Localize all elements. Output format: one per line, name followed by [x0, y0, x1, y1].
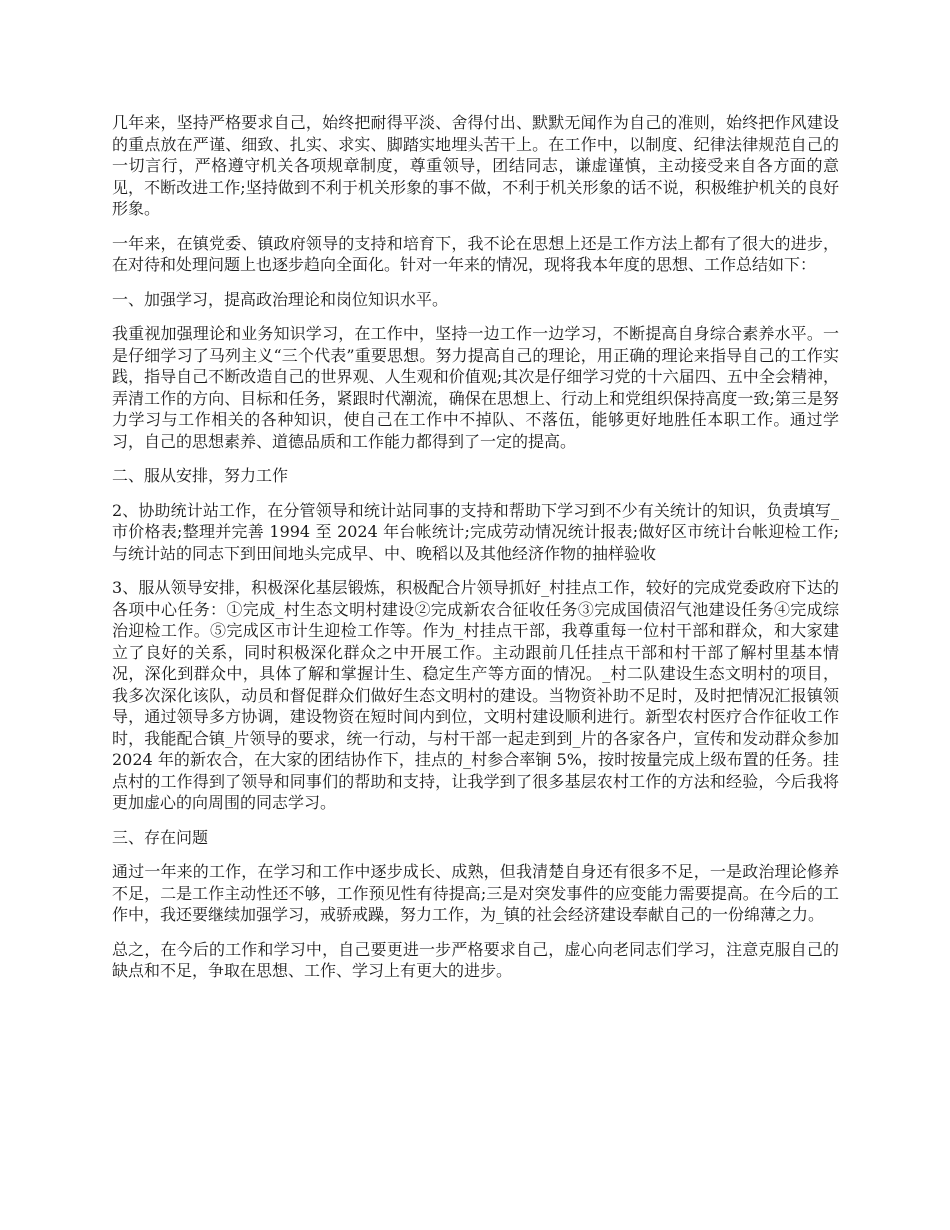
paragraph-grassroots-work: 3、服从领导安排，积极深化基层锻炼，积极配合片领导抓好_村挂点工作，较好的完成党委政府下达的各项中心任务：①完成_村生态文明村建设②完成新农合征收任务③完成国债沼气池建设任务④完成综治迎检工作。⑤完成区市计生迎检工作等。作为_村挂点干部，我尊重每一位村干部和群众，和大家建立了良好的关系，同时积极深化群众之中开展工作。主动跟前几任挂点干部和村干部了解村里基本情况，深化到群众中，具体了解和掌握计生、稳定生产等方面的情况。_村二队建设生态文明村的项目，我多次深化该队，动员和督促群众们做好生态文明村的建设。当物资补助不足时，及时把情况汇报镇领导，通过领导多方协调，建设物资在短时间内到位，文明村建设顺利进行。新型农村医疗合作征收工作时，我能配合镇_片领导的要求，统一行动，与村干部一起走到到_片的各家各户，宣传和发动群众参加 2024 年的新农合，在大家的团结协作下，挂点的_村参合率锏 5%，按时按量完成上级布置的任务。挂点村的工作得到了领导和同事们的帮助和支持，让我学到了很多基层农村工作的方法和经验，今后我将更加虚心的向周围的同志学习。 [112, 578, 839, 812]
document-body [112, 112, 839, 995]
paragraph-conclusion: 总之，在今后的工作和学习中，自己要更进一步严格要求自己，虚心向老同志们学习，注意克服自己的缺点和不足，争取在思想、工作、学习上有更大的进步。 [112, 939, 839, 980]
paragraph-intro-conduct: 几年来，坚持严格要求自己，始终把耐得平淡、舍得付出、默默无闻作为自己的准则，始终把作风建设的重点放在严谨、细致、扎实、求实、脚踏实地埋头苦干上。在工作中，以制度、纪律法律规范自己的一切言行，严格遵守机关各项规章制度，尊重领导，团结同志，谦虚谨慎，主动接受来自各方面的意见，不断改进工作;坚持做到不利于机关形象的事不做，不利于机关形象的话不说，积极维护机关的良好形象。 [112, 113, 839, 218]
section-heading-work: 二、服从安排，努力工作 [112, 466, 289, 485]
paragraph-study-details: 我重视加强理论和业务知识学习，在工作中，坚持一边工作一边学习，不断提高自身综合素养水平。一是仔细学习了马列主义“三个代表”重要思想。努力提高自己的理论，用正确的理论来指导自己的工作实践，指导自己不断改造自己的世界观、人生观和价值观;其次是仔细学习党的十六届四、五中全会精神，弄清工作的方向、目标和任务，紧跟时代潮流，确保在思想上、行动上和党组织保持高度一致;第三是努力学习与工作相关的各种知识，使自己在工作中不掉队、不落伍，能够更好地胜任本职工作。通过学习，自己的思想素养、道德品质和工作能力都得到了一定的提高。 [112, 324, 839, 451]
section-heading-study: 一、加强学习，提高政治理论和岗位知识水平。 [112, 289, 449, 309]
paragraph-problems: 通过一年来的工作，在学习和工作中逐步成长、成熟，但我清楚自身还有很多不足，一是政治理论修养不足，二是工作主动性还不够，工作预见性有待提高;三是对突发事件的应变能力需要提高。在今后的工作中，我还要继续加强学习，戒骄戒躁，努力工作，为_镇的社会经济建设奉献自己的一份绵薄之力。 [112, 862, 839, 924]
paragraph-statistics-work: 2、协助统计站工作，在分管领导和统计站同事的支持和帮助下学习到不少有关统计的知识，负责填写_市价格表;整理并完善 1994 至 2024 年台帐统计;完成劳动情况统计报表;做好区市统计台帐迎检工作;与统计站的同志下到田间地头完成早、中、晚稻以及其他经济作物的抽样验收 [112, 500, 839, 563]
paragraph-year-overview: 一年来，在镇党委、镇政府领导的支持和培育下，我不论在思想上还是工作方法上都有了很大的进步，在对待和处理问题上也逐步趋向全面化。针对一年来的情况，现将我本年度的思想、工作总结如下： [112, 233, 839, 274]
section-heading-problems: 三、存在问题 [112, 827, 209, 847]
